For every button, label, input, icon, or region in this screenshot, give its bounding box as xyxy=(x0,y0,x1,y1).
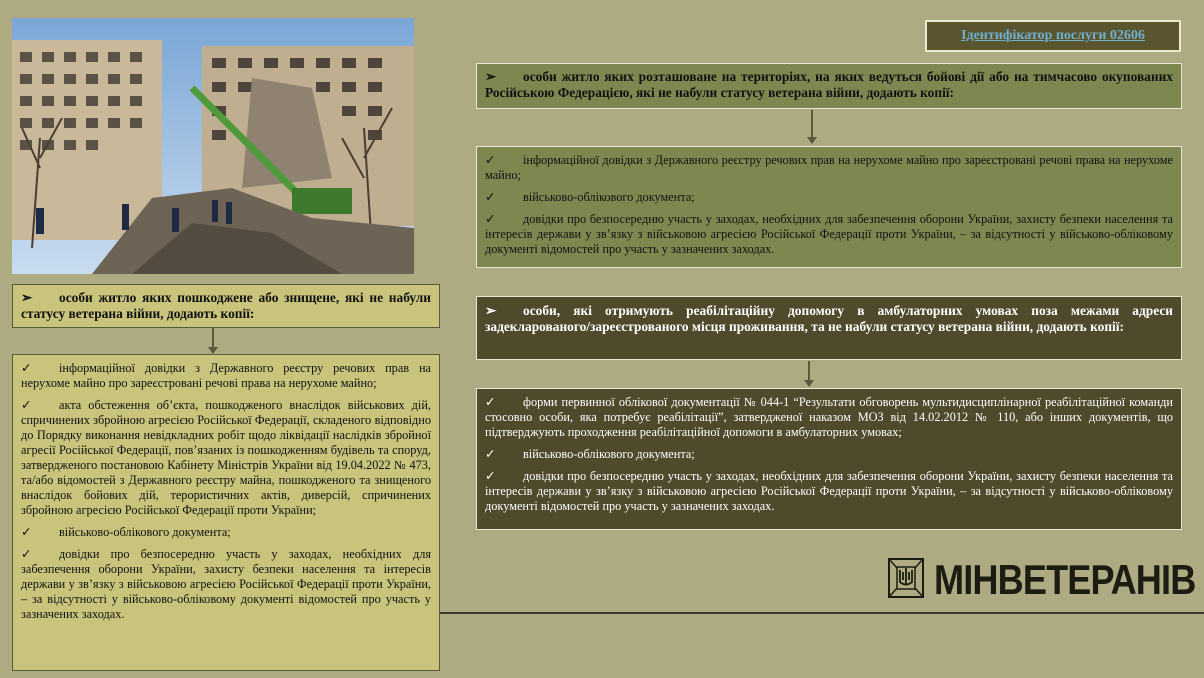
checkmark-icon: ✓ xyxy=(485,212,496,226)
checkmark-icon: ✓ xyxy=(21,398,32,412)
minveteraniv-logo xyxy=(888,556,1204,604)
checkmark-icon: ✓ xyxy=(21,361,32,375)
checkmark-icon: ✓ xyxy=(485,153,496,167)
right-top-header-box xyxy=(476,63,1182,109)
logo-text: МІНВЕТЕРАНІВ xyxy=(934,556,1196,603)
checkmark-icon: ✓ xyxy=(485,395,496,409)
checkmark-icon: ✓ xyxy=(21,525,32,539)
right-bottom-header-text: особи, які отримують реабілітаційну допомогу в амбулаторних умовах поза межами адреси задекларованого/зареєстрованого місця проживання, та не набули статусу ветерана війни, додають копії: xyxy=(485,303,1173,334)
list-item: ✓ військово-облікового документа; xyxy=(485,447,695,461)
left-header-box xyxy=(12,284,440,328)
checkmark-icon: ✓ xyxy=(485,447,496,461)
right-top-list-box xyxy=(476,146,1182,268)
list-item: ✓ довідки про безпосередню участь у заходах, необхідних для забезпечення оборони України, захисту безпеки населення та інтересів держави у зв’язку з військовою агресією Російської Федерації проти України, – за відсутності у військово-обліковому документі відомостей про участь у зазначених заходах. xyxy=(21,547,431,621)
checkmark-icon: ✓ xyxy=(485,190,496,204)
list-item: ✓ довідки про безпосередню участь у заходах, необхідних для забезпечення оборони України, захисту безпеки населення та інтересів держави у зв’язку з військовою агресією Російської Федерації проти України, – за відсутності у військово-обліковому документі відомостей про участь у зазначених заходах. xyxy=(485,469,1173,513)
right-bottom-list-box xyxy=(476,388,1182,530)
damaged-building-photo xyxy=(12,18,414,274)
service-id-link[interactable]: Ідентифікатор послуги 02606 xyxy=(961,28,1145,43)
list-item: ✓ військово-облікового документа; xyxy=(485,190,695,204)
checkmark-icon: ✓ xyxy=(485,469,496,483)
service-id-box[interactable] xyxy=(925,20,1181,52)
list-item: ✓ інформаційної довідки з Державного реєстру речових прав на нерухоме майно про зареєстровані речові права на нерухоме майно; xyxy=(485,153,1173,182)
list-item: ✓ інформаційної довідки з Державного реєстру речових прав на нерухоме майно про зареєстровані речові права на нерухоме майно; xyxy=(21,361,431,390)
arrowhead-bullet-icon: ➢ xyxy=(21,290,33,305)
right-top-header-text: особи житло яких розташоване на територіях, на яких ведуться бойові дії або на тимчасово окупованих Російською Федерацією, які не набули статусу ветерана війни, додають копії: xyxy=(485,69,1173,100)
footer-divider xyxy=(440,612,1204,614)
list-item: ✓ форми первинної облікової документації № 044-1 “Результати обговорень мультидисциплінарної реабілітаційної команди стосовно особи, яка потребує реабілітації”, затвердженої наказом МОЗ від 14.02.2012 № 110, або інших документів, що підтверджують проходження реабілітаційної допомоги в амбулаторних умовах; xyxy=(485,395,1173,439)
left-list-box xyxy=(12,354,440,671)
right-top-connector-arrow xyxy=(811,110,813,138)
left-header-text: особи житло яких пошкоджене або знищене, які не набули статусу ветерана війни, додають копії: xyxy=(21,290,431,321)
right-bottom-connector-arrow xyxy=(808,361,810,381)
list-item: ✓ акта обстеження об’єкта, пошкодженого внаслідок військових дій, спричинених збройною агресією Російської Федерації, складеного відповідно до Порядку виконання невідкладних робіт щодо ліквідації наслідків збройної агресії Російської Федерації, пов’язаних із пошкодженням будівель та споруд, затвердженого постановою Кабінету Міністрів України від 19.04.2022 № 473, та/або відомостей з Державного реєстру майна, пошкодженого та знищеного внаслідок бойових дій, терористичних актів, диверсій, спричинених збройною агресією Російської Федерації проти України; xyxy=(21,398,431,517)
trident-emblem-icon xyxy=(888,558,924,603)
arrowhead-bullet-icon: ➢ xyxy=(485,69,497,84)
right-bottom-header-box xyxy=(476,296,1182,360)
list-item: ✓ довідки про безпосередню участь у заходах, необхідних для забезпечення оборони України, захисту безпеки населення та інтересів держави у зв’язку з військовою агресією Російської Федерації проти України, – за відсутності у військово-обліковому документі відомостей про участь у зазначених заходах. xyxy=(485,212,1173,256)
arrowhead-bullet-icon: ➢ xyxy=(485,303,497,318)
left-connector-arrow xyxy=(212,328,214,348)
list-item: ✓ військово-облікового документа; xyxy=(21,525,231,539)
checkmark-icon: ✓ xyxy=(21,547,32,561)
